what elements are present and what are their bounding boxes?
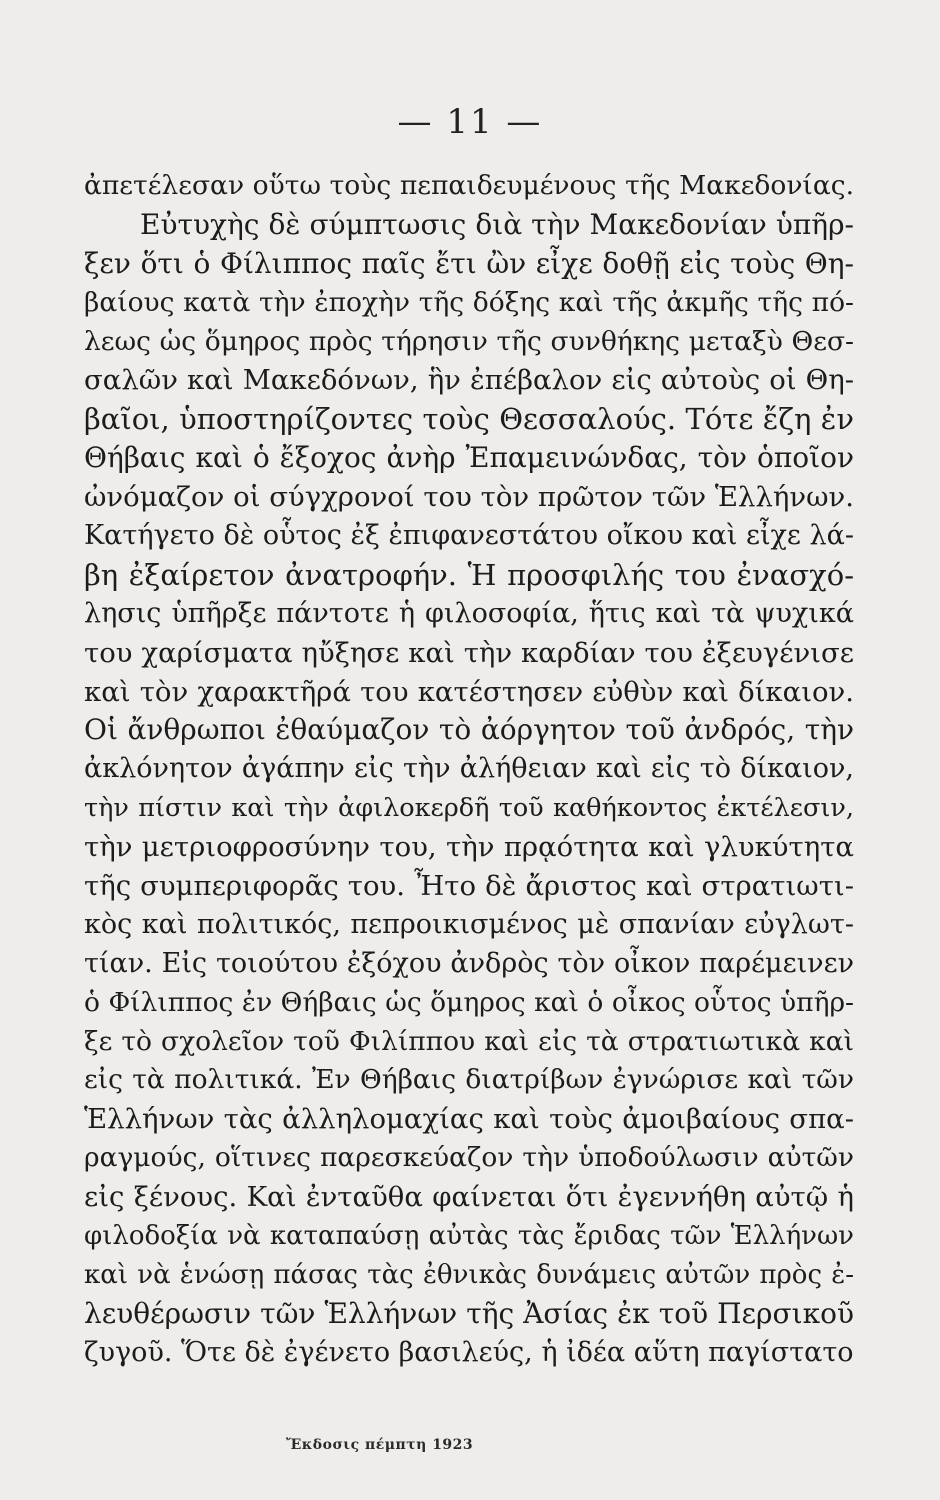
text-line: κὸς καὶ πολιτικός, πεπροικισμένος μὲ σπανίαν εὐγλωτ- bbox=[84, 908, 854, 940]
text-line: ξεν ὅτι ὁ Φίλιππος παῖς ἔτι ὢν εἶχε δοθῇ εἰς τοὺς Θη- bbox=[84, 246, 854, 280]
text-line: ξε τὸ σχολεῖον τοῦ Φιλίππου καὶ εἰς τὰ στρατιωτικὰ καὶ bbox=[84, 1025, 854, 1057]
text-line: καὶ νὰ ἑνώσῃ πάσας τὰς ἐθνικὰς δυνάμεις αὐτῶν πρὸς ἐ- bbox=[84, 1259, 854, 1290]
text-line: ἀκλόνητον ἀγάπην εἰς τὴν ἀλήθειαν καὶ εἰς τὸ δίκαιον, bbox=[84, 753, 854, 785]
text-line: ὁ Φίλιππος ἐν Θήβαις ὡς ὅμηρος καὶ ὁ οἶκος οὗτος ὑπῆρ- bbox=[84, 986, 854, 1018]
text-line: σαλῶν καὶ Μακεδόνων, ἣν ἐπέβαλον εἰς αὐτοὺς οἱ Θη- bbox=[84, 364, 854, 397]
text-line: Οἱ ἄνθρωποι ἐθαύμαζον τὸ ἀόργητον τοῦ ἀνδρός, τὴν bbox=[84, 713, 854, 747]
text-line: λησις ὑπῆρξε πάντοτε ἡ φιλοσοφία, ἥτις καὶ τὰ ψυχικά bbox=[84, 597, 854, 629]
text-line: ἀπετέλεσαν οὕτω τοὺς πεπαιδευμένους τῆς Μακεδονίας. bbox=[84, 170, 854, 201]
text-line: εἰς ξένους. Καὶ ἐνταῦθα φαίνεται ὅτι ἐγεννήθη αὐτῷ ἡ bbox=[84, 1181, 854, 1214]
text-line: ζυγοῦ. Ὅτε δὲ ἐγένετο βασιλεύς, ἡ ἰδέα αὕτη παγίστατο bbox=[84, 1336, 854, 1368]
text-line: τὴν πίστιν καὶ τὴν ἀφιλοκερδῆ τοῦ καθήκοντος ἐκτέλεσιν, bbox=[84, 793, 854, 824]
text-line: Ἑλλήνων τὰς ἀλληλομαχίας καὶ τοὺς ἀμοιβαίους σπα- bbox=[84, 1103, 854, 1136]
text-line: Θήβαις καὶ ὁ ἔξοχος ἀνὴρ Ἐπαμεινώνδας, τὸν ὁποῖον bbox=[84, 441, 854, 475]
text-line: ραγμούς, οἵτινες παρεσκεύαζον τὴν ὑποδούλωσιν αὐτῶν bbox=[84, 1142, 854, 1174]
text-line: βαῖοι, ὑποστηρίζοντες τοὺς Θεσσαλούς. Τότε ἔζη ἐν bbox=[84, 402, 854, 437]
text-line: ὠνόμαζον οἱ σύγχρονοί του τὸν πρῶτον τῶν Ἑλλήνων. bbox=[84, 481, 854, 514]
text-line: τῆς συμπεριφορᾶς του. Ἦτο δὲ ἄριστος καὶ στρατιωτι- bbox=[84, 870, 854, 903]
edition-note: Ἔκδοσις πέμπτη 1923 bbox=[286, 1437, 474, 1453]
text-line: τὴν μετριοφροσύνην του, τὴν πρᾳότητα καὶ γλυκύτητα bbox=[84, 831, 854, 864]
page-number: — 11 — bbox=[397, 102, 543, 142]
text-line: Εὐτυχὴς δὲ σύμπτωσις διὰ τὴν Μακεδονίαν ὑπῆρ- bbox=[140, 207, 854, 241]
text-line: βαίους κατὰ τὴν ἐποχὴν τῆς δόξης καὶ τῆς ἀκμῆς τῆς πό- bbox=[84, 286, 854, 318]
text-line: λευθέρωσιν τῶν Ἑλλήνων τῆς Ἀσίας ἐκ τοῦ Περσικοῦ bbox=[84, 1296, 854, 1330]
text-line: βη ἐξαίρετον ἀνατροφήν. Ἡ προσφιλής του ἐνασχό- bbox=[84, 557, 854, 592]
text-line: τίαν. Εἰς τοιούτου ἐξόχου ἀνδρὸς τὸν οἶκον παρέμεινεν bbox=[84, 947, 854, 979]
text-line: φιλοδοξία νὰ καταπαύσῃ αὐτὰς τὰς ἔριδας τῶν Ἑλλήνων bbox=[84, 1221, 854, 1252]
text-line: Κατήγετο δὲ οὗτος ἐξ ἐπιφανεστάτου οἴκου καὶ εἶχε λά- bbox=[84, 520, 854, 552]
text-line: του χαρίσματα ηὔξησε καὶ τὴν καρδίαν του ἐξευγένισε bbox=[84, 636, 854, 669]
text-line: εἰς τὰ πολιτικά. Ἐν Θήβαις διατρίβων ἐγνώρισε καὶ τῶν bbox=[84, 1064, 854, 1096]
text-line: καὶ τὸν χαρακτῆρά του κατέστησεν εὐθὺν καὶ δίκαιον. bbox=[84, 675, 854, 708]
text-line: λεως ὡς ὅμηρος πρὸς τήρησιν τῆς συνθήκης μεταξὺ Θεσ- bbox=[84, 325, 854, 357]
body-text bbox=[84, 167, 854, 1373]
